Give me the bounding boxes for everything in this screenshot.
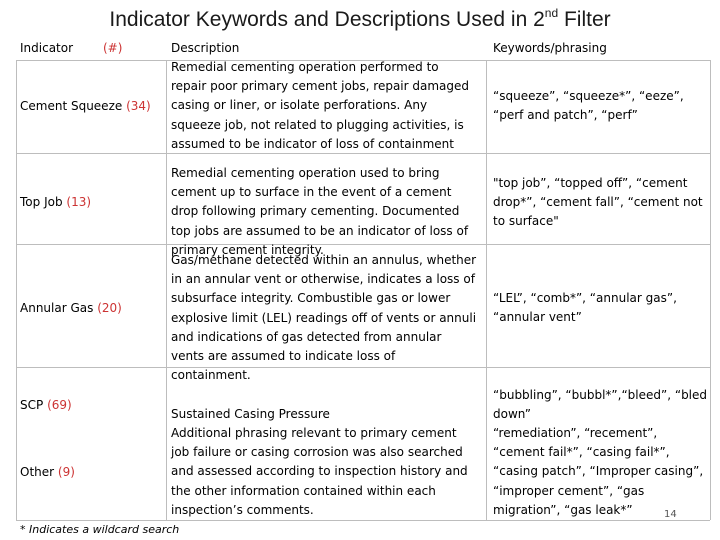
description-cell: Remedial cementing operation performed to repair poor primary cement jobs, repair damaged casing or liner, or isolate perforations. Any squeeze job, not related to plugging activities, is assumed to be indicator of loss of containment — [171, 60, 470, 151]
column-divider — [166, 60, 167, 520]
keywords-cell: “squeeze”, “squeeze*”, “eeze”, “perf and patch”, “perf” — [493, 89, 684, 123]
description-cell: Sustained Casing Pressure — [171, 407, 330, 421]
indicator-cell: Top Job (13) — [20, 195, 92, 209]
table-left-border — [16, 60, 17, 520]
slide-title: Indicator Keywords and Descriptions Used in 2nd Filter — [109, 6, 611, 31]
description-cell: Remedial cementing operation used to bring cement up to surface in the event of a cement drop following primary cementing. Documented top jobs are assumed to be an indicator of loss of primary cement integrity. — [171, 166, 469, 257]
table-right-border — [710, 60, 711, 520]
page-number: 14 — [664, 509, 677, 520]
header-description: Description — [171, 41, 240, 55]
keywords-cell: “bubbling”, “bubbl*”,“bleed”, “bled down” — [493, 388, 708, 422]
indicator-cell: SCP (69) — [20, 398, 72, 412]
column-divider — [486, 60, 487, 520]
header-indicator: Indicator — [20, 41, 74, 55]
indicator-cell: Annular Gas (20) — [20, 301, 122, 315]
header-keywords: Keywords/phrasing — [493, 41, 607, 55]
description-cell: Additional phrasing relevant to primary cement job failure or casing corrosion was also searched and assessed according to inspection history and the other information contained within each inspection’s comments. — [171, 426, 468, 517]
description-cell: Gas/methane detected within an annulus, whether in an annular vent or otherwise, indicates a loss of subsurface integrity. Combustible gas or lower explosive limit (LEL) readings off of vents or annuli and indications of gas detected from annular vents are assumed to indicate loss of containment. — [171, 253, 477, 383]
table-bottom-rule — [16, 520, 710, 521]
indicator-cell: Cement Squeeze (34) — [20, 99, 151, 113]
keywords-cell: “LEL”, “comb*”, “annular gas”, “annular vent” — [493, 291, 677, 325]
keywords-cell: “remediation”, “recement”, “cement fail*”, “casing fail*”, “casing patch”, “Improper casing”, “improper cement”, “gas migration”, “gas leak*” — [493, 426, 704, 517]
keywords-cell: "top job”, “topped off”, “cement drop*”, “cement fall”, “cement not to surface" — [493, 176, 703, 229]
header-count: (#) — [103, 41, 123, 55]
indicator-cell: Other (9) — [20, 465, 75, 479]
footnote: * Indicates a wildcard search — [20, 523, 180, 536]
